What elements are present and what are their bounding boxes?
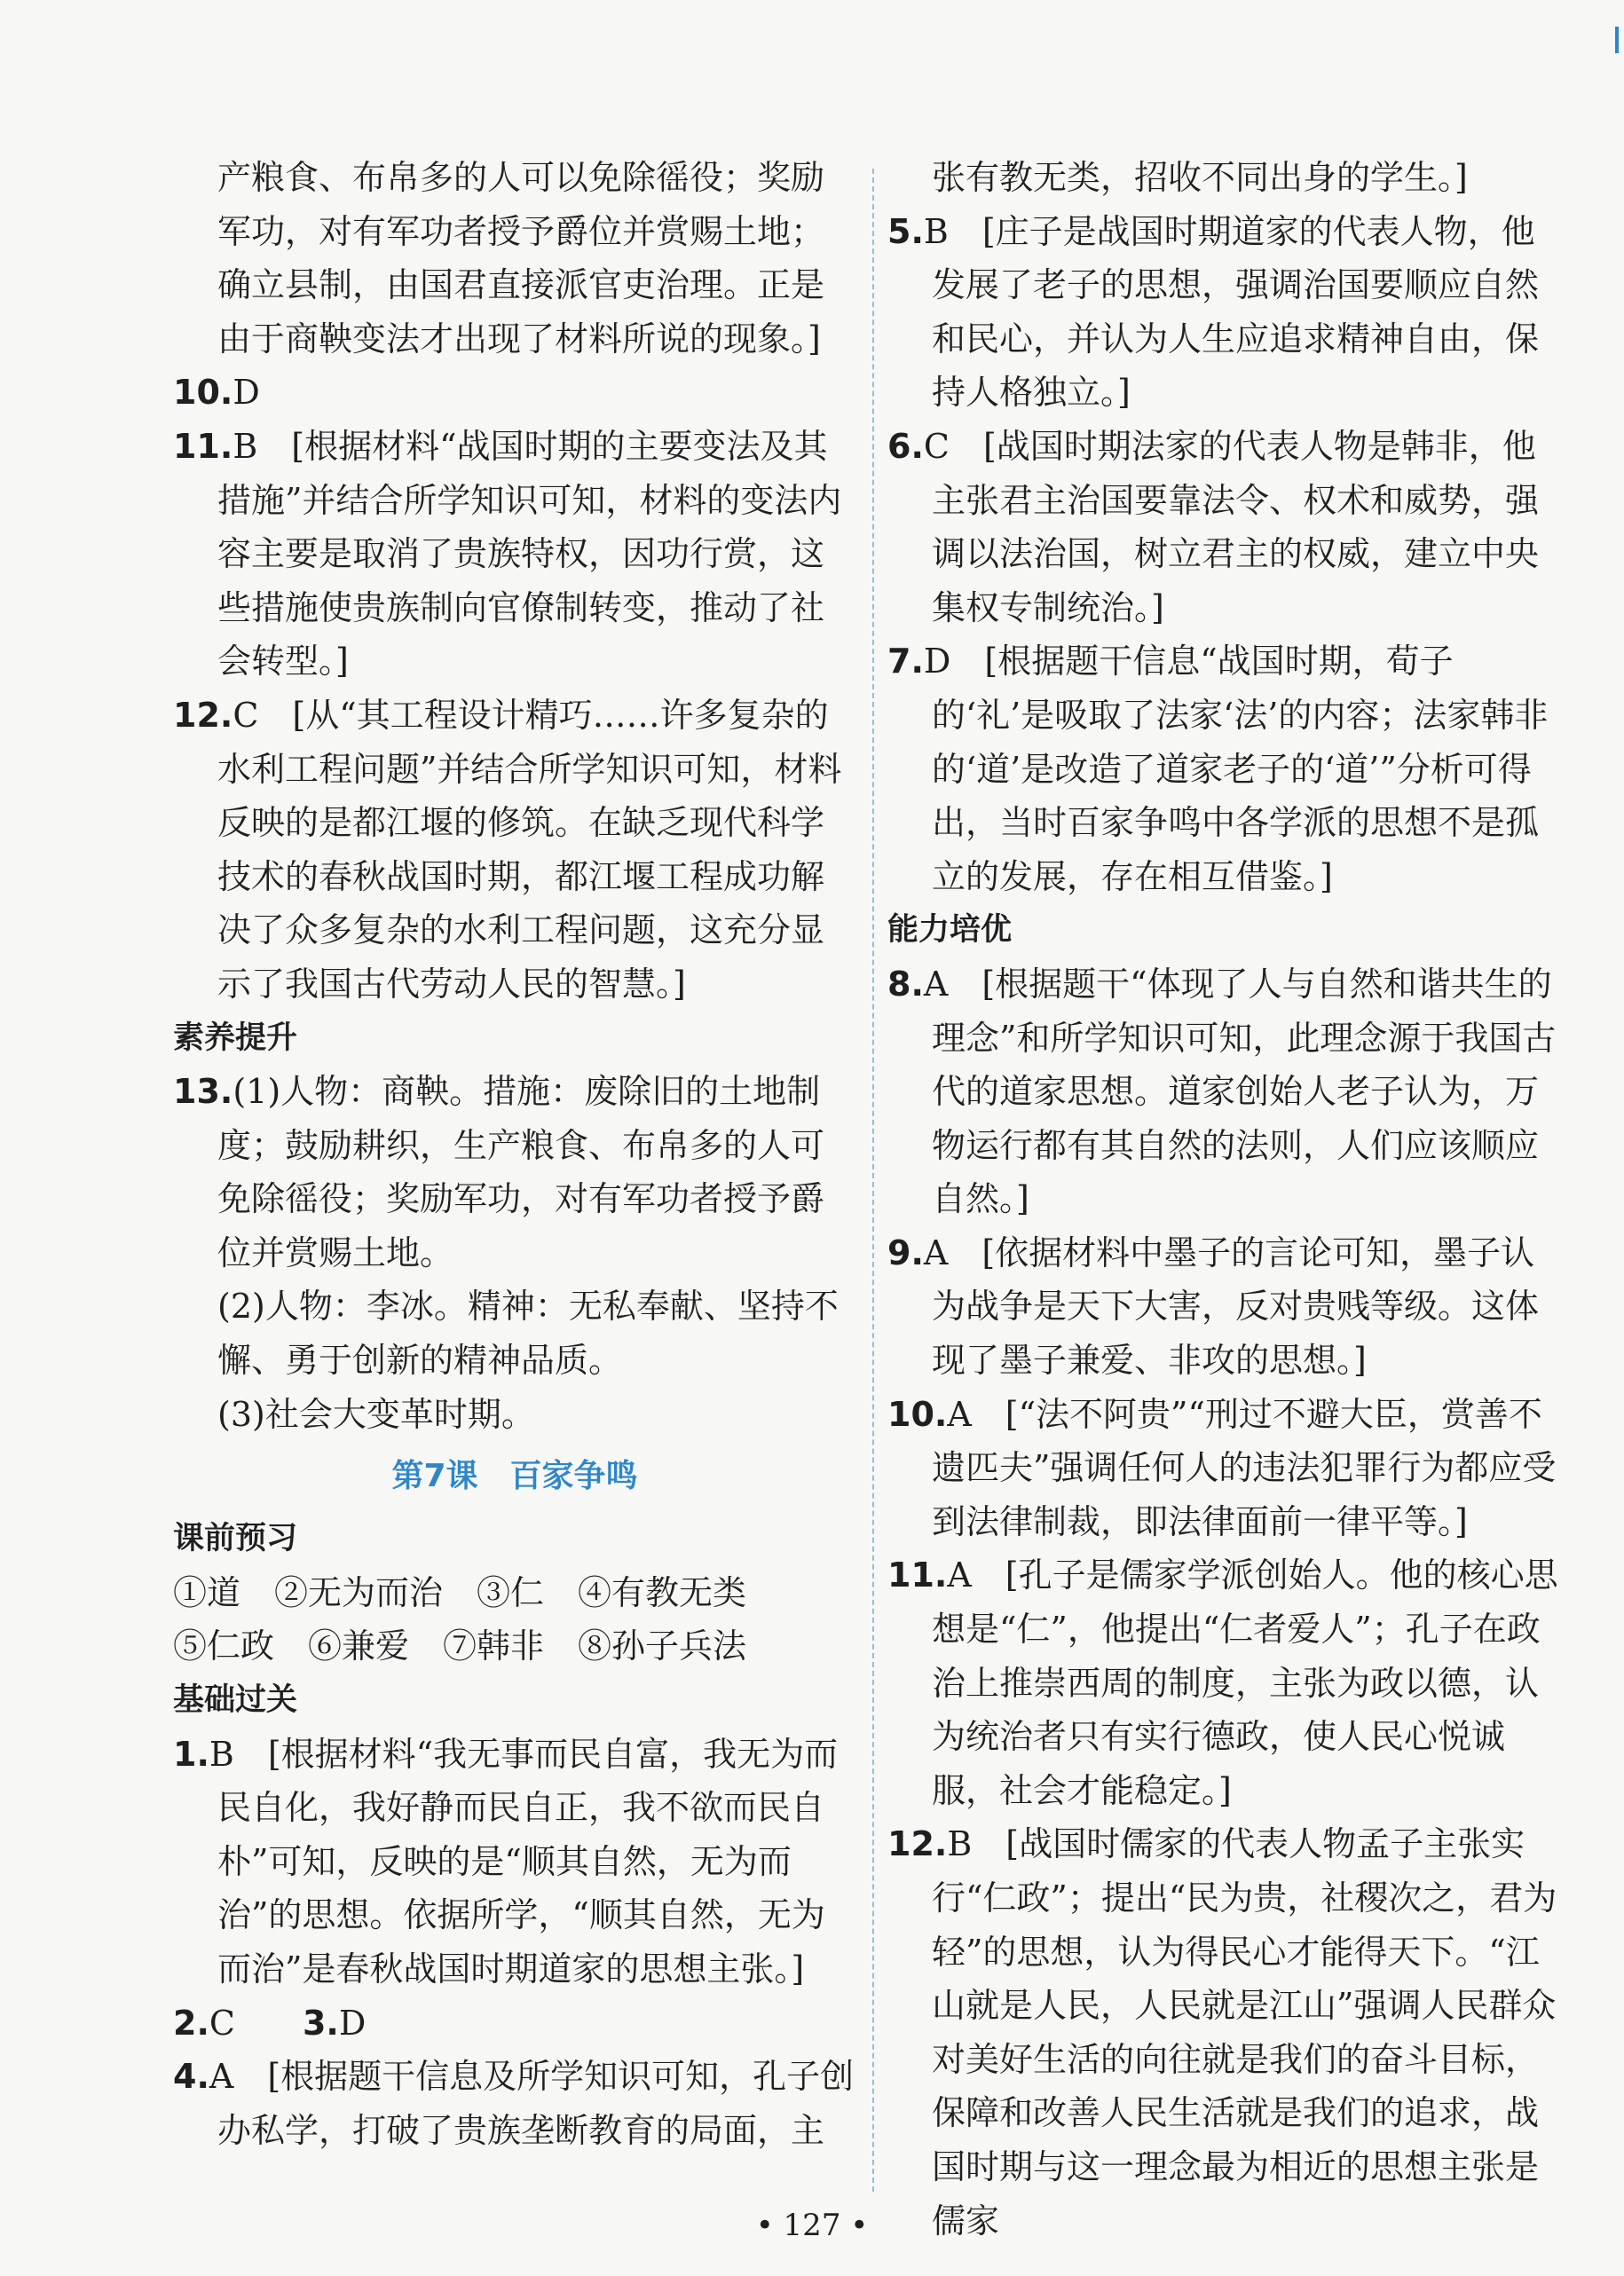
answer-item-12 (887, 1817, 1566, 2248)
answer-letter: A (947, 1394, 972, 1434)
preview-answers-line-2: ⑤仁政 ⑥兼爱 ⑦韩非 ⑧孙子兵法 (173, 1626, 747, 1666)
item-number: 11. (173, 426, 233, 466)
item-number: 7. (887, 642, 924, 681)
item-number: 11. (887, 1555, 948, 1595)
answer-item-13 (173, 1065, 856, 1441)
column-divider (872, 169, 874, 2192)
continued-answer-text: 产粮食、布帛多的人可以免除徭役；奖励军功，对有军功者授予爵位并赏赐土地；确立县制，由国君直接派官吏治理。正是由于商鞅变法才出现了材料所说的现象。] (217, 158, 825, 358)
answer-item-12 (173, 689, 856, 1012)
answer-explanation: [“法不阿贵”“刑过不避大臣，赏善不遗匹夫”强调任何人的违法犯罪行为都应受到法律制裁，即法律面前一律平等。] (932, 1394, 1557, 1541)
answer-item-6 (887, 420, 1566, 634)
item-number: 10. (173, 373, 233, 413)
answer-explanation: [战国时期法家的代表人物是韩非，他主张君主治国要靠法令、权术和威势，强调以法治国，树立君主的权威，建立中央集权专制统治。] (932, 426, 1540, 627)
answer-letter: B (947, 1824, 973, 1864)
item-number: 9. (887, 1233, 924, 1272)
answer-letter: A (923, 1233, 949, 1272)
section-heading-yuxi: 课前预习 (173, 1521, 298, 1557)
answer-explanation: [根据题干“体现了人与自然和谐共生的理念”和所学知识可知，此理念源于我国古代的道家思想。道家创始人老子认为，万物运行都有其自然的法则，人们应该顺应自然。] (932, 964, 1557, 1219)
section-heading-nengli: 能力培优 (887, 912, 1013, 949)
answer-explanation: [战国时儒家的代表人物孟子主张实行“仁政”；提出“民为贵，社稷次之，君为轻”的思想，认为得民心才能得天下。“江山就是人民，人民就是江山”强调人民群众对美好生活的向往就是我们的奋斗目标，保障和改善人民生活就是我们的追求，战国时期与这一理念最为相近的思想主张是儒家 (932, 1824, 1557, 2241)
answer-item-5 (887, 205, 1566, 420)
answer-letter: B (233, 426, 258, 466)
answer-part-2: (2)人物：李冰。精神：无私奉献、坚持不懈、勇于创新的精神品质。 (217, 1287, 839, 1381)
item-number: 12. (173, 695, 233, 735)
page-number: • 127 • (755, 2208, 869, 2243)
answer-letter: A (209, 2057, 234, 2097)
answer-letter: C (233, 695, 259, 735)
answer-part-1: (1)人物：商鞅。措施：废除旧的土地制度；鼓励耕织，生产粮食、布帛多的人可免除徭役；奖励军功，对有军功者授予爵位并赏赐土地。 (217, 1072, 825, 1272)
answer-item-9 (887, 1226, 1566, 1388)
answer-item-8 (887, 957, 1566, 1226)
corner-mark (1615, 27, 1619, 53)
item-number: 4. (173, 2057, 209, 2097)
left-column (173, 151, 856, 2157)
answer-explanation: [从“其工程设计精巧……许多复杂的水利工程问题”并结合所学知识可知，材料反映的是都江堰的修筑。在缺乏现代科学技术的春秋战国时期，都江堰工程成功解决了众多复杂的水利工程问题，这充分显示了我国古代劳动人民的智慧。] (217, 695, 842, 1004)
answer-letter: D (338, 2003, 367, 2043)
item-number: 8. (887, 964, 924, 1004)
answer-letter: C (209, 2003, 235, 2043)
answer-letter: B (209, 1734, 234, 1774)
answer-explanation: [根据题干信息“战国时期，荀子的‘礼’是吸取了法家‘法’的内容；法家韩非的‘道’是改造了道家老子的‘道’”分析可得出，当时百家争鸣中各学派的思想不是孤立的发展，存在相互借鉴。] (932, 642, 1549, 896)
answer-item-4 (173, 2050, 856, 2157)
answer-explanation: [根据材料“战国时期的主要变法及其措施”并结合所学知识可知，材料的变法内容主要是取消了贵族特权，因功行赏，这些措施使贵族制向官僚制转变，推动了社会转型。] (217, 426, 842, 681)
answer-letter: B (923, 211, 949, 251)
preview-answers-line-1: ①道 ②无为而治 ③仁 ④有教无类 (173, 1572, 747, 1612)
answer-item-10 (887, 1388, 1566, 1549)
item-number: 12. (887, 1824, 948, 1864)
answer-part-3: (3)社会大变革时期。 (217, 1394, 535, 1434)
answer-letter: D (233, 373, 260, 413)
item-number: 13. (173, 1072, 233, 1112)
item-number: 10. (887, 1394, 948, 1434)
answer-explanation: [根据题干信息及所学知识可知，孔子创办私学，打破了贵族垄断教育的局面，主 (217, 2057, 855, 2150)
section-heading-jichu: 基础过关 (173, 1682, 298, 1719)
answer-letter: A (923, 964, 949, 1004)
item-number: 2. (173, 2003, 209, 2043)
answer-explanation: [庄子是战国时期道家的代表人物，他发展了老子的思想，强调治国要顺应自然和民心，并认为人生应追求精神自由，保持人格独立。] (932, 211, 1540, 413)
answer-letter: C (923, 426, 950, 466)
item-number: 3. (302, 2003, 339, 2043)
right-column (887, 151, 1566, 2248)
answer-explanation: [根据材料“我无事而民自富，我无为而民自化，我好静而民自正，我不欲而民自朴”可知，反映的是“顺其自然，无为而治”的思想。依据所学，“顺其自然，无为而治”是春秋战国时期道家的思想主张。] (217, 1734, 839, 1989)
lesson-title: 第7课 百家争鸣 (391, 1458, 638, 1495)
answer-letter: D (923, 642, 951, 681)
answer-letter: A (947, 1555, 972, 1595)
item-number: 5. (887, 211, 924, 251)
answer-item-7 (887, 634, 1566, 903)
item-number: 1. (173, 1734, 209, 1774)
answer-item-10 (173, 366, 856, 420)
item-number: 6. (887, 426, 924, 466)
continued-answer-text: 张有教无类，招收不同出身的学生。] (932, 158, 1468, 197)
section-heading-suyang: 素养提升 (173, 1020, 298, 1056)
answer-explanation: [孔子是儒家学派创始人。他的核心思想是“仁”，他提出“仁者爱人”；孔子在政治上推崇西周的制度，主张为政以德，认为统治者只有实行德政，使人民心悦诚服，社会才能稳定。] (932, 1555, 1558, 1810)
answer-item-1 (173, 1728, 856, 1996)
answer-item-11 (173, 420, 856, 689)
answer-item-2-3 (173, 1996, 856, 2051)
answer-explanation: [依据材料中墨子的言论可知，墨子认为战争是天下大害，反对贵贱等级。这体现了墨子兼爱、非攻的思想。] (932, 1233, 1540, 1381)
answer-item-11 (887, 1548, 1566, 1817)
